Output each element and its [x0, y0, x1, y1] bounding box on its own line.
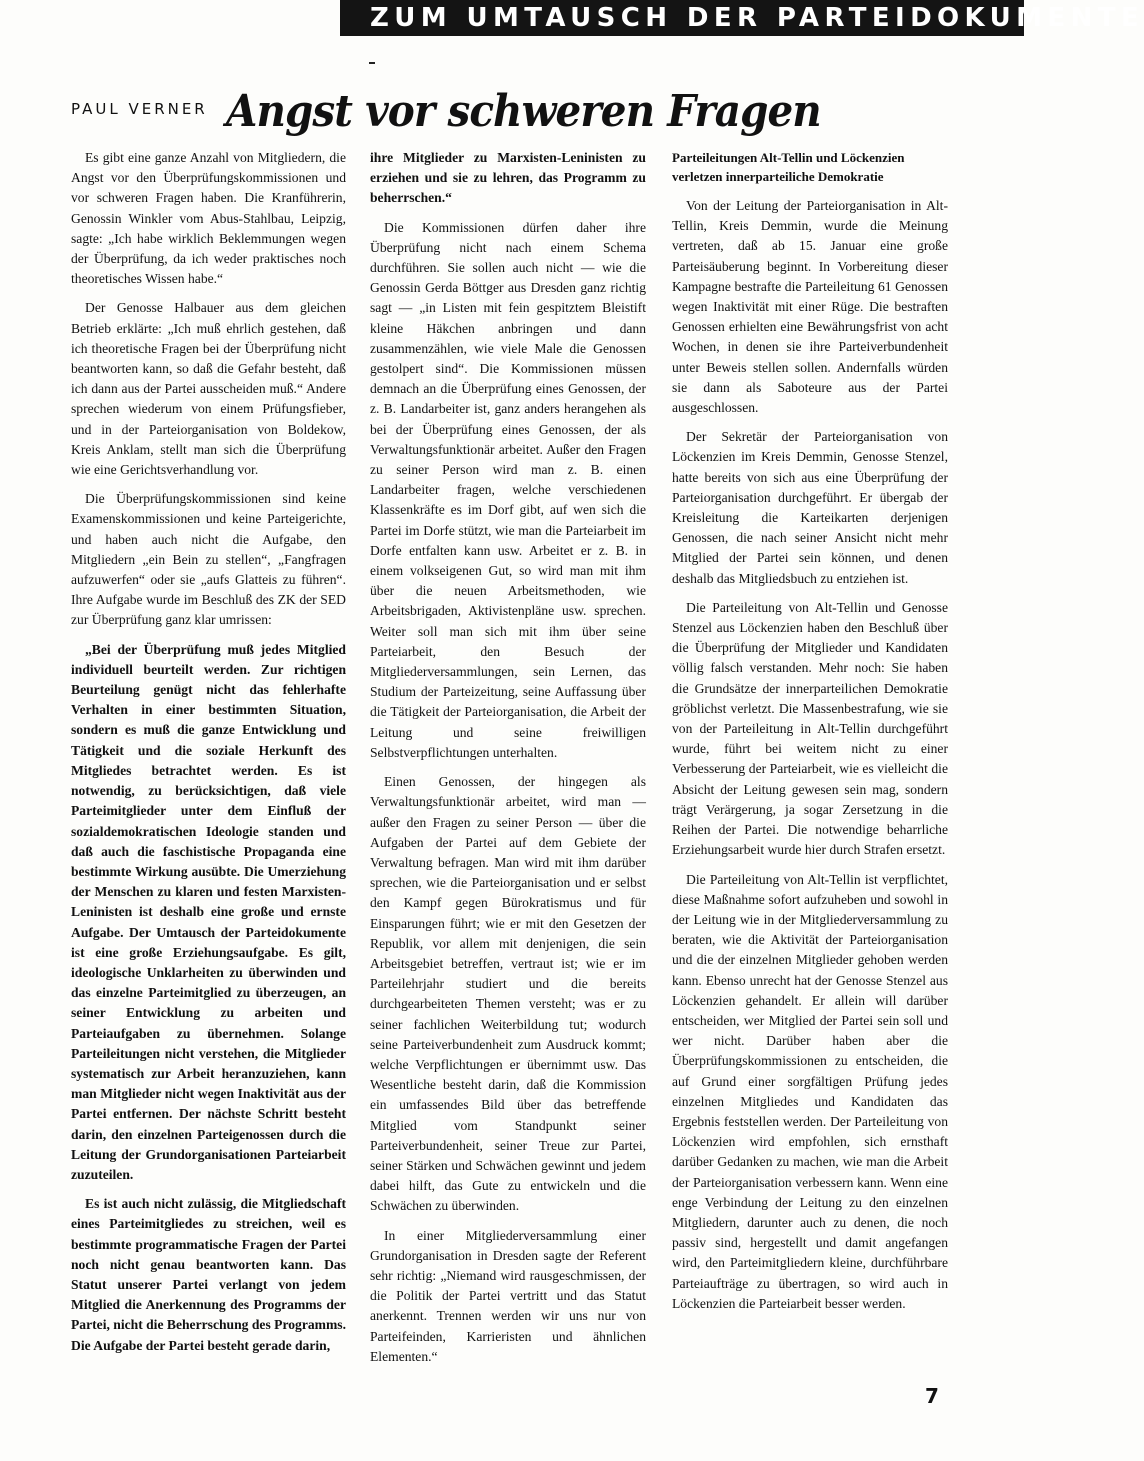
article-headline — [71, 86, 872, 136]
author-name: PAUL VERNER — [71, 100, 208, 118]
decorative-dash — [369, 62, 375, 64]
section-subheading: Parteileitungen Alt-Tellin und Löckenzien verletzen innerparteiliche Demokratie — [672, 150, 905, 184]
paragraph: In einer Mitgliederversammlung einer Grundorganisation in Dresden sagte der Referent sehr richtig: „Niemand wird rausgeschmissen, der die Politik der Partei vertritt und das Statut anerkennt. Trennen werden wir uns nur von Parteifeinden, Karrieristen und ähnlichen Elementen.“ — [370, 1227, 646, 1364]
quote-paragraph: „Bei der Überprüfung muß jedes Mitglied individuell beurteilt werden. Zur richtigen Beurteilung genügt nicht das fehlerhafte Verhalten in einer bestimmten Situation, sondern es muß die ganze Entwicklung und Tätigkeit und die soziale Herkunft des Mitgliedes betrachtet werden. Es ist notwendig, zu berücksichtigen, daß viele Parteimitglieder unter dem Einfluß der sozialdemokratischen Ideologie standen und daß auch die faschistische Propaganda eine bestimmte Wirkung ausübte. Die Umerziehung der Menschen zu klaren und festen Marxisten-Leninisten ist deshalb eine große und ernste Aufgabe. Der Umtausch der Parteidokumente ist eine große Erziehungsaufgabe. Es gilt, ideologische Unklarheiten zu überwinden und das einzelne Parteimitglied zu überzeugen, an seiner Entwicklung zu arbeiten und Parteiaufgaben zu übernehmen. Solange Parteileitungen nicht verstehen, die Mitglieder systematisch zur Arbeit heranzuziehen, kann man Mitglieder nicht wegen Inaktivität aus der Partei entfernen. Der nächste Schritt besteht darin, den einzelnen Parteigenossen durch die Leitung der Grundorganisationen Parteiarbeit zuzuteilen. — [71, 641, 346, 1182]
article-title: Angst vor schweren Fragen — [225, 86, 821, 137]
quote-paragraph: ihre Mitglieder zu Marxisten-Leninisten zu erziehen und sie zu lehren, das Programm zu beherrschen.“ — [370, 150, 646, 206]
paragraph: Die Kommissionen dürfen daher ihre Überprüfung nicht nach einem Schema durchführen. Sie sollen auch nicht — wie die Genossin Gerda Böttger aus Dresden ganz richtig sagt — „in Listen mit fein gespitztem Bleistift kleine Häkchen anbringen und dann zusammenzählen, wie viele Male die Genossen gestolpert sind“. Die Kommissionen müssen demnach an die Überprüfung eines Genossen, der z. B. Landarbeiter ist, ganz anders herangehen als bei der Überprüfung eines Genossen, der als Verwaltungsfunktionär arbeitet. Außer den Fragen zu seiner Person wird man z. B. einen Landarbeiter fragen, welche verschiedenen Klassenkräfte es im Dorf gibt, auf wen sich die Partei im Dorfe stützt, wie man die Parteiarbeit im Dorfe entfalten kann usw. Arbeitet er z. B. in einem volkseigenen Gut, so wird man mit ihm über die neuen Arbeitsmethoden, wie Arbeitsbrigaden, Aktivistenpläne usw. sprechen. Weiter soll man sich mit ihm über seine Parteiarbeit, den Besuch der Mitgliederversammlungen, sein Lernen, das Studium der Parteizeitung, seine Auffassung über die Tätigkeit der Parteiorganisation, die Arbeit der Leitung und seine freiwilligen Selbstverpflichtungen unterhalten. — [370, 219, 646, 760]
column-1 — [71, 148, 346, 1365]
section-banner: ZUM UMTAUSCH DER PARTEIDOKUMENTE — [340, 0, 1024, 36]
paragraph: Die Überprüfungskommissionen sind keine Examenskommissionen und keine Parteigerichte, und haben auch nicht die Aufgabe, den Mitgliedern „ein Bein zu stellen“, „Fangfragen aufzuwerfen“ oder sie „aufs Glatteis zu führen“. Ihre Aufgabe wurde im Beschluß des ZK der SED zur Überprüfung ganz klar umrissen: — [71, 491, 346, 628]
quote-paragraph: Es ist auch nicht zulässig, die Mitgliedschaft eines Parteimitgliedes zu streichen, weil es bestimmte programmatische Fragen der Partei noch nicht genau beantworten kann. Das Statut unserer Partei verlangt von jedem Mitglied die Anerkennung des Programms der Partei, nicht die Beherrschung des Programms. Die Aufgabe der Partei besteht gerade darin, — [71, 1196, 346, 1353]
paragraph: Einen Genossen, der hingegen als Verwaltungsfunktionär arbeitet, wird man — außer den Fragen zu seiner Person — über die Aufgaben der Partei auf dem Gebiete der Verwaltung befragen. Man wird mit ihm darüber sprechen, wie die Parteiorganisation und er selbst den Kampf gegen Bürokratismus und für Einsparungen führt; wie er mit den Gesetzen der Republik, vor allem mit denjenigen, die sein Arbeitsgebiet betreffen, vertraut ist; wie er im Parteilehrjahr studiert und die bereits durchgearbeiteten Themen versteht; was er zu seiner fachlichen Weiterbildung tut; wodurch seine Parteiverbundenheit zum Ausdruck kommt; welche Verpflichtungen er übernimmt usw. Das Wesentliche besteht darin, daß die Kommission ein umfassendes Bild über das betreffende Mitglied vom Standpunkt seiner Parteiverbundenheit, seiner Treue zur Partei, seiner Stärken und Schwächen gewinnt und jedem dabei hilft, das Gute zu entwickeln und die Schwächen zu überwinden. — [370, 774, 646, 1214]
paragraph: Die Parteileitung von Alt-Tellin und Genosse Stenzel aus Löckenzien haben den Beschluß über die Überprüfung der Mitglieder und Kandidaten völlig falsch verstanden. Mehr noch: Sie haben die Grundsätze der innerparteilichen Demokratie gröblichst verletzt. Die Massenbestrafung, wie sie von der Parteileitung in Alt-Tellin durchgeführt wurde, führt bei weitem nicht zu einer Verbesserung der Parteiarbeit, wie es vielleicht die Absicht der Leitung gewesen sein mag, sondern trägt Verärgerung, ja sogar Zersetzung in die Reihen der Partei. Die notwendige beharrliche Erziehungsarbeit wurde hier durch Strafen ersetzt. — [672, 599, 948, 858]
column-3 — [672, 148, 948, 1323]
paragraph: Der Sekretär der Parteiorganisation von Löckenzien im Kreis Demmin, Genosse Stenzel, hatte bereits von sich aus eine Überprüfung der Parteiorganisation durchgeführt. Er übergab der Kreisleitung die Karteikarten derjenigen Genossen, die nach seiner Ansicht nicht mehr Mitglied der Partei sein können, und denen deshalb das Mitgliedsbuch zu entziehen ist. — [672, 429, 948, 586]
column-2 — [370, 148, 646, 1376]
paragraph: Die Parteileitung von Alt-Tellin ist verpflichtet, diese Maßnahme sofort aufzuheben und sowohl in der Leitung wie in der Mitgliederversammlung zu beraten, wie die Aktivität der Parteiorganisation und die der einzelnen Mitglieder gehoben werden kann. Ebenso unrecht hat der Genosse Stenzel aus Löckenzien gehandelt. Er allein will darüber entscheiden, wer Mitglied der Partei sein soll und wer nicht. Darüber haben aber die Überprüfungskommissionen zu entscheiden, die auf Grund einer sorgfältigen Prüfung jedes einzelnen Mitgliedes und Kandidaten das Ergebnis feststellen werden. Der Parteileitung von Löckenzien wird empfohlen, sich ernsthaft darüber Gedanken zu machen, wie man die Arbeit der Parteiorganisation verbessern kann. Wenn eine enge Verbindung der Leitung zu den einzelnen Mitgliedern, darunter auch zu denen, die noch passiv sind, hergestellt und damit angefangen wird, den Parteimitgliedern kleine, durchführbare Parteiaufträge zu übertragen, so wird auch in Löckenzien die Parteiarbeit besser werden. — [672, 871, 948, 1311]
page-number: 7 — [925, 1384, 939, 1408]
paragraph: Es gibt eine ganze Anzahl von Mitgliedern, die Angst vor den Überprüfungskommissionen und vor schweren Fragen haben. Die Kranführerin, Genossin Winkler vom Abus-Stahlbau, Leipzig, sagte: „Ich habe wirklich Beklemmungen wegen der Überprüfung, da ich weder praktisches noch theoretisches Wissen habe.“ — [71, 150, 346, 287]
paragraph: Der Genosse Halbauer aus dem gleichen Betrieb erklärte: „Ich muß ehrlich gestehen, daß ich theoretische Fragen bei der Überprüfung nicht beantworten kann, so daß die Gefahr besteht, daß ich dann aus der Partei ausscheiden muß.“ Andere sprechen wiederum von einem Prüfungsfieber, und in der Parteiorganisation von Boldekow, Kreis Anklam, stellt man sich die Überprüfung wie eine Gerichtsverhandlung vor. — [71, 300, 346, 478]
paragraph: Von der Leitung der Parteiorganisation in Alt-Tellin, Kreis Demmin, wurde die Meinung vertreten, daß ab 15. Januar eine große Parteisäuberung beginnt. In Vorbereitung dieser Kampagne bestrafte die Parteileitung 61 Genossen wegen Inaktivität mit einer Rüge. Die bestraften Genossen erhielten eine Bewährungsfrist von acht Wochen, in denen sie ihre Parteiverbundenheit unter Beweis stellen sollen. Andernfalls würden sie dann als Saboteure aus der Partei ausgeschlossen. — [672, 198, 948, 416]
